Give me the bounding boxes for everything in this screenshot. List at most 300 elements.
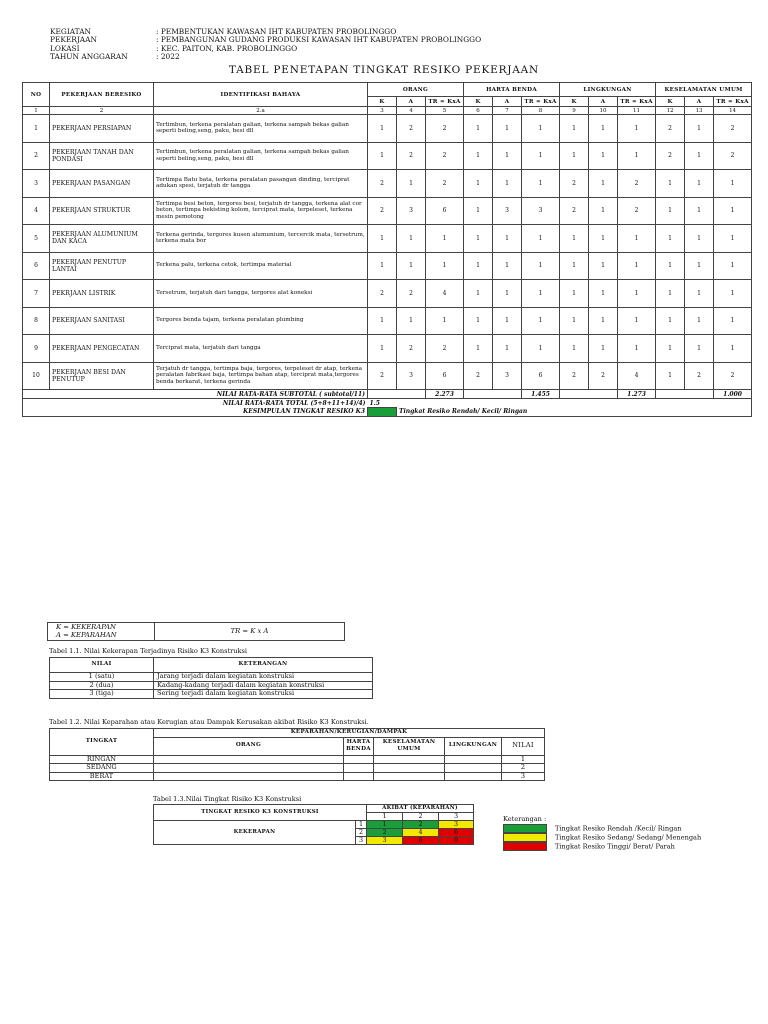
risk-value: 1 xyxy=(493,335,522,363)
risk-value: 2 xyxy=(618,170,656,198)
risk-value: 2 xyxy=(714,115,752,143)
risk-value: 4 xyxy=(426,280,464,308)
risk-value: 2 xyxy=(368,280,397,308)
header-row-tahun xyxy=(50,53,481,61)
t13-risk-cell: 3 xyxy=(439,821,474,829)
t11-header-nilai: NILAI xyxy=(50,658,154,673)
risk-value: 3 xyxy=(493,197,522,225)
header-key: TAHUN ANGGARAN xyxy=(50,52,128,62)
risk-value: 1 xyxy=(560,280,589,308)
risk-value: 3 xyxy=(397,362,426,390)
risk-value: 1 xyxy=(464,142,493,170)
risk-value: 1 xyxy=(368,335,397,363)
risk-value: 1 xyxy=(493,307,522,335)
risk-value: 1 xyxy=(685,307,714,335)
risk-value: 1 xyxy=(368,115,397,143)
t12-tingkat: SEDANG xyxy=(50,764,154,773)
t13-risk-cell: 4 xyxy=(403,829,439,837)
risk-value: 1 xyxy=(560,225,589,253)
table-1-1-caption: Tabel 1.1. Nilai Kekerapan Terjadinya Risiko K3 Konstruksi xyxy=(49,647,248,655)
t13-risk-cell: 1 xyxy=(367,821,403,829)
risk-value: 2 xyxy=(426,142,464,170)
table-1-3 xyxy=(153,804,474,845)
conclusion-color-swatch xyxy=(368,408,397,417)
row-number: 3 xyxy=(23,170,50,198)
hazard-description: Tertimbun, terkena peralatan galian, terkena sampah bekas galian seperti beling,seng, paku, besi dll xyxy=(154,142,368,170)
risk-value: 1 xyxy=(522,225,560,253)
risk-value: 1 xyxy=(714,197,752,225)
risk-value: 1 xyxy=(464,170,493,198)
t13-risk-cell: 2 xyxy=(367,829,403,837)
t12-empty-cell xyxy=(154,772,344,781)
work-item: PEKERJAAN PENGECATAN xyxy=(50,335,154,363)
t12-group-header: KEPARAHAN/KERUGIAN/DAMPAK xyxy=(154,729,545,738)
hazard-description: Tertimpa Batu bata, terkena peralatan pasangan dinding, terciprat adukan spesi, terjatuh dr tangga xyxy=(154,170,368,198)
risk-value: 2 xyxy=(656,115,685,143)
t11-keterangan: Sering terjadi dalam kegiatan konstruksi xyxy=(154,690,373,699)
table-row xyxy=(23,142,752,170)
table-row xyxy=(23,225,752,253)
t13-risk-cell: 2 xyxy=(403,821,439,829)
risk-value: 1 xyxy=(656,197,685,225)
page-title: TABEL PENETAPAN TINGKAT RESIKO PEKERJAAN xyxy=(228,64,540,76)
risk-value: 2 xyxy=(618,197,656,225)
risk-value: 1 xyxy=(560,115,589,143)
risk-value: 1 xyxy=(464,280,493,308)
risk-value: 2 xyxy=(560,197,589,225)
risk-value: 1 xyxy=(522,280,560,308)
header-work: PEKERJAAN BERESIKO xyxy=(50,83,154,107)
row-number: 1 xyxy=(23,115,50,143)
risk-value: 2 xyxy=(368,170,397,198)
risk-value: 1 xyxy=(618,335,656,363)
risk-value: 1 xyxy=(656,170,685,198)
risk-value: 1 xyxy=(714,280,752,308)
header-value: : KEC. PAITON, KAB. PROBOLINGGO xyxy=(156,43,298,53)
risk-value: 1 xyxy=(368,307,397,335)
header-value: : PEMBENTUKAN KAWASAN IHT KABUPATEN PROBOLINGGO xyxy=(156,27,397,36)
risk-value: 1 xyxy=(522,307,560,335)
header-harta: HARTA BENDA xyxy=(464,83,560,97)
risk-value: 3 xyxy=(522,197,560,225)
risk-value: 2 xyxy=(426,335,464,363)
work-item: PEKRJAAN LISTRIK xyxy=(50,280,154,308)
t12-header-nilai: NILAI xyxy=(502,737,545,755)
risk-value: 2 xyxy=(464,362,493,390)
risk-value: 2 xyxy=(714,362,752,390)
risk-value: 1 xyxy=(522,335,560,363)
risk-value: 2 xyxy=(656,142,685,170)
legend-label: Tingkat Resiko Tinggi/ Berat/ Parah xyxy=(555,842,675,851)
risk-value: 1 xyxy=(714,307,752,335)
t12-empty-cell xyxy=(154,764,344,773)
risk-value: 1 xyxy=(589,307,618,335)
header-lingkungan: LINGKUNGAN xyxy=(560,83,656,97)
t13-risk-cell: 3 xyxy=(367,837,403,845)
table-1-2 xyxy=(49,728,545,781)
column-number: 2 xyxy=(50,107,154,115)
risk-value: 2 xyxy=(714,142,752,170)
work-item: PEKERJAAN TANAH DAN PONDASI xyxy=(50,142,154,170)
risk-value: 1 xyxy=(618,280,656,308)
document-header-info xyxy=(50,28,481,62)
subtotal-blank xyxy=(464,390,522,399)
t12-empty-cell xyxy=(445,772,502,781)
risk-value: 4 xyxy=(618,362,656,390)
legend-label: Tingkat Resiko Sedang/ Sedang/ Menengah xyxy=(555,833,702,842)
risk-value: 1 xyxy=(426,307,464,335)
table-row xyxy=(23,252,752,280)
t12-empty-cell xyxy=(344,764,374,773)
risk-value: 1 xyxy=(685,170,714,198)
risk-value: 1 xyxy=(522,115,560,143)
risk-value: 2 xyxy=(397,280,426,308)
t12-nilai: 2 xyxy=(502,764,545,773)
work-item: PEKERJAAN PASANGAN xyxy=(50,170,154,198)
column-number: 2.a xyxy=(154,107,368,115)
t13-risk-cell: 9 xyxy=(439,837,474,845)
table-row xyxy=(23,362,752,390)
legend-swatch xyxy=(503,824,547,833)
header-key: KEGIATAN xyxy=(50,27,92,36)
hazard-description: Tertimpa besi beton, tergores besi, terjatuh dr tangga, terkena alat cor beton, tertimpa bekisting kolom, terciprat mata, terpeleset, terkena mesin pemotong xyxy=(154,197,368,225)
risk-value: 1 xyxy=(714,170,752,198)
row-number: 4 xyxy=(23,197,50,225)
header-keselamatan: KESELAMATAN UMUM xyxy=(656,83,752,97)
hazard-description: Terkena palu, terkena cetok, tertimpa material xyxy=(154,252,368,280)
hazard-description: Terkena gerinda, tergores kusen alumunium, tercercik mata, tersetrum, terkena mata bor xyxy=(154,225,368,253)
column-number: 12 xyxy=(656,107,685,115)
risk-value: 1 xyxy=(656,362,685,390)
t11-nilai: 1 (satu) xyxy=(50,673,154,682)
t12-nilai: 1 xyxy=(502,755,545,764)
t13-col-value: 3 xyxy=(439,813,474,821)
hazard-description: Tersetrum, terjatuh dari tangga, tergores alat koneksi xyxy=(154,280,368,308)
column-number: 14 xyxy=(714,107,752,115)
table-row xyxy=(50,690,373,699)
hazard-description: Tergores benda tajam, terkena peralatan plumbing xyxy=(154,307,368,335)
header-key: LOKASI xyxy=(50,43,80,53)
risk-value: 1 xyxy=(714,225,752,253)
t12-empty-cell xyxy=(344,755,374,764)
risk-value: 1 xyxy=(685,225,714,253)
risk-value: 1 xyxy=(397,225,426,253)
t12-nilai: 3 xyxy=(502,772,545,781)
row-number: 8 xyxy=(23,307,50,335)
row-number: 6 xyxy=(23,252,50,280)
risk-value: 1 xyxy=(464,252,493,280)
legend-swatch xyxy=(503,833,547,842)
conclusion-row xyxy=(23,408,752,417)
risk-value: 1 xyxy=(464,335,493,363)
legend-item xyxy=(503,824,701,833)
risk-value: 2 xyxy=(368,197,397,225)
t13-risk-cell: 6 xyxy=(403,837,439,845)
risk-value: 1 xyxy=(560,307,589,335)
t12-header-keselamatan: KESELAMATAN UMUM xyxy=(374,737,445,755)
column-number: 3 xyxy=(368,107,397,115)
work-item: PEKERJAAN SANITASI xyxy=(50,307,154,335)
risk-value: 1 xyxy=(589,280,618,308)
t13-col-value: 2 xyxy=(403,813,439,821)
t13-col-value: 1 xyxy=(367,813,403,821)
t13-row-label: KEKERAPAN xyxy=(154,821,356,845)
total-row xyxy=(23,399,752,408)
risk-value: 1 xyxy=(714,252,752,280)
risk-value: 1 xyxy=(618,252,656,280)
risk-value: 1 xyxy=(368,225,397,253)
table-1-2-caption: Tabel 1.2. Nilai Keparahan atau Kerugian atau Dampak Kerusakan akibat Risiko K3 Konstruksi. xyxy=(49,718,369,726)
legend-title: Keterangan : xyxy=(503,815,547,823)
row-number: 9 xyxy=(23,335,50,363)
risk-table xyxy=(22,82,752,417)
risk-value: 1 xyxy=(656,225,685,253)
subheader-tr: TR = KxA xyxy=(618,97,656,107)
t12-empty-cell xyxy=(154,755,344,764)
risk-value: 1 xyxy=(397,252,426,280)
table-row xyxy=(23,170,752,198)
risk-value: 3 xyxy=(493,362,522,390)
risk-value: 2 xyxy=(397,142,426,170)
t13-risk-cell: 6 xyxy=(439,829,474,837)
risk-value: 2 xyxy=(426,170,464,198)
t12-header-orang: ORANG xyxy=(154,737,344,755)
risk-value: 1 xyxy=(522,142,560,170)
subheader-a: A xyxy=(397,97,426,107)
risk-value: 1 xyxy=(464,307,493,335)
t12-tingkat: BERAT xyxy=(50,772,154,781)
table-row xyxy=(50,755,545,764)
t11-nilai: 2 (dua) xyxy=(50,681,154,690)
legend-swatch xyxy=(503,842,547,851)
row-number: 10 xyxy=(23,362,50,390)
t12-empty-cell xyxy=(374,772,445,781)
row-number: 5 xyxy=(23,225,50,253)
risk-value: 1 xyxy=(685,280,714,308)
header-value: : PEMBANGUNAN GUDANG PRODUKSI KAWASAN IHT KABUPATEN PROBOLINGGO xyxy=(156,35,482,45)
t13-row-value: 3 xyxy=(356,837,367,845)
table-row xyxy=(23,115,752,143)
header-key: PEKERJAAN xyxy=(50,35,97,45)
subtotal-row xyxy=(23,390,752,399)
t12-empty-cell xyxy=(344,772,374,781)
t12-header-tingkat: TINGKAT xyxy=(50,729,154,756)
risk-value: 2 xyxy=(426,115,464,143)
a-definition: A = KEPARAHAN xyxy=(56,631,117,639)
subtotal-blank xyxy=(656,390,714,399)
risk-value: 1 xyxy=(464,197,493,225)
risk-value: 1 xyxy=(426,225,464,253)
header-value: : 2022 xyxy=(156,52,180,62)
risk-value: 2 xyxy=(560,362,589,390)
hazard-description: Terjatuh dr tangga, tertimpa baja, tergores, terpeleset dr atap, terkena peralatan fabrikasi baja, tertimpa bahan atap, terciprat mata,tergores benda berkarat, terkena gerinda xyxy=(154,362,368,390)
risk-value: 1 xyxy=(589,115,618,143)
t13-row-header: TINGKAT RESIKO K3 KONSTRUKSI xyxy=(154,805,367,821)
risk-value: 1 xyxy=(368,252,397,280)
risk-value: 1 xyxy=(522,252,560,280)
column-number: 7 xyxy=(493,107,522,115)
total-label: NILAI RATA-RATA TOTAL (5+8+11+14)/4) xyxy=(23,399,368,408)
risk-value: 1 xyxy=(685,197,714,225)
risk-value: 6 xyxy=(426,197,464,225)
t13-row-value: 2 xyxy=(356,829,367,837)
formula-text: TR = K x A xyxy=(230,627,269,635)
column-number: 9 xyxy=(560,107,589,115)
table-row xyxy=(23,335,752,363)
table-1-3-caption: Tabel 1.3.Nilai Tingkat Risiko K3 Konstruksi xyxy=(153,795,302,803)
t11-nilai: 3 (tiga) xyxy=(50,690,154,699)
risk-value: 1 xyxy=(589,170,618,198)
t12-empty-cell xyxy=(445,764,502,773)
risk-value: 1 xyxy=(493,170,522,198)
subheader-a: A xyxy=(685,97,714,107)
risk-value: 1 xyxy=(656,252,685,280)
t12-empty-cell xyxy=(374,764,445,773)
subtotal-harta: 1.455 xyxy=(522,390,560,399)
table-row xyxy=(23,307,752,335)
table-row xyxy=(50,764,545,773)
risk-value: 2 xyxy=(368,362,397,390)
subheader-k: K xyxy=(560,97,589,107)
legend-item xyxy=(503,833,701,842)
risk-value: 1 xyxy=(560,252,589,280)
table-row xyxy=(50,772,545,781)
formula-box xyxy=(47,622,345,641)
risk-value: 1 xyxy=(522,170,560,198)
risk-value: 1 xyxy=(426,252,464,280)
legend-item xyxy=(503,842,701,851)
risk-value: 1 xyxy=(397,170,426,198)
column-number: 6 xyxy=(464,107,493,115)
t12-empty-cell xyxy=(374,755,445,764)
risk-value: 1 xyxy=(493,225,522,253)
subtotal-blank xyxy=(368,390,426,399)
row-number: 7 xyxy=(23,280,50,308)
column-number: 11 xyxy=(618,107,656,115)
header-no: NO xyxy=(23,83,50,107)
t12-tingkat: RINGAN xyxy=(50,755,154,764)
legend-label: Tingkat Resiko Rendah /Kecil/ Ringan xyxy=(555,824,682,833)
subheader-a: A xyxy=(493,97,522,107)
risk-value: 1 xyxy=(656,335,685,363)
risk-value: 1 xyxy=(493,115,522,143)
t11-header-keterangan: KETERANGAN xyxy=(154,658,373,673)
subheader-tr: TR = KxA xyxy=(522,97,560,107)
risk-value: 1 xyxy=(618,225,656,253)
subtotal-keselamatan: 1.000 xyxy=(714,390,752,399)
risk-value: 1 xyxy=(589,142,618,170)
total-blank xyxy=(397,399,752,408)
risk-value: 1 xyxy=(589,335,618,363)
risk-value: 1 xyxy=(464,115,493,143)
risk-value: 1 xyxy=(493,142,522,170)
work-item: PEKERJAAN PENUTUP LANTAI xyxy=(50,252,154,280)
risk-value: 1 xyxy=(368,142,397,170)
conclusion-value: Tingkat Resiko Rendah/ Kecil/ Ringan xyxy=(397,408,752,417)
risk-value: 1 xyxy=(714,335,752,363)
subtotal-label: NILAI RATA-RATA SUBTOTAL ( subtotal/11) xyxy=(23,390,368,399)
t13-col-header: AKIBAT (KEPARAHAN) xyxy=(367,805,474,813)
column-number-row xyxy=(23,107,752,115)
work-item: PEKERJAAN PERSIAPAN xyxy=(50,115,154,143)
column-number: 1 xyxy=(23,107,50,115)
subheader-k: K xyxy=(464,97,493,107)
column-number: 4 xyxy=(397,107,426,115)
subtotal-blank xyxy=(560,390,618,399)
table-row xyxy=(50,673,373,682)
table-row xyxy=(23,280,752,308)
k-definition: K = KEKERAPAN xyxy=(56,623,117,631)
column-number: 5 xyxy=(426,107,464,115)
hazard-description: Tertimbun, terkena peralatan galian, terkena sampah bekas galian seperti beling,seng, paku, besi dll xyxy=(154,115,368,143)
risk-value: 1 xyxy=(685,142,714,170)
risk-value: 1 xyxy=(464,225,493,253)
subheader-a: A xyxy=(589,97,618,107)
risk-value: 1 xyxy=(560,335,589,363)
risk-value: 2 xyxy=(589,362,618,390)
risk-value: 1 xyxy=(685,335,714,363)
risk-value: 1 xyxy=(589,225,618,253)
t11-keterangan: Kadang-kadang terjadi dalam kegiatan konstruksi xyxy=(154,681,373,690)
risk-value: 1 xyxy=(493,252,522,280)
column-number: 13 xyxy=(685,107,714,115)
risk-value: 1 xyxy=(397,307,426,335)
risk-value: 1 xyxy=(656,280,685,308)
column-number: 10 xyxy=(589,107,618,115)
risk-value: 1 xyxy=(560,142,589,170)
total-value: 1.5 xyxy=(369,399,380,407)
risk-value: 1 xyxy=(656,307,685,335)
risk-value: 1 xyxy=(685,252,714,280)
risk-value: 2 xyxy=(397,115,426,143)
t12-header-harta: HARTA BENDA xyxy=(344,737,374,755)
header-hazard: IDENTIFIKASI BAHAYA xyxy=(154,83,368,107)
table-row xyxy=(154,821,474,829)
risk-value: 1 xyxy=(618,142,656,170)
risk-legend xyxy=(503,815,702,851)
conclusion-label: KESIMPULAN TINGKAT RESIKO K3 xyxy=(23,408,368,417)
subtotal-lingkungan: 1.273 xyxy=(618,390,656,399)
risk-value: 2 xyxy=(397,335,426,363)
risk-value: 1 xyxy=(685,115,714,143)
column-number: 8 xyxy=(522,107,560,115)
subheader-k: K xyxy=(656,97,685,107)
subheader-tr: TR = KxA xyxy=(714,97,752,107)
t13-row-value: 1 xyxy=(356,821,367,829)
row-number: 2 xyxy=(23,142,50,170)
subtotal-orang: 2.273 xyxy=(426,390,464,399)
work-item: PEKERJAAN BESI DAN PENUTUP xyxy=(50,362,154,390)
risk-value: 3 xyxy=(397,197,426,225)
risk-value: 1 xyxy=(589,197,618,225)
risk-value: 2 xyxy=(685,362,714,390)
risk-value: 1 xyxy=(618,307,656,335)
risk-value: 1 xyxy=(589,252,618,280)
risk-value: 2 xyxy=(560,170,589,198)
hazard-description: Terciprat mata, terjatuh dari tangga xyxy=(154,335,368,363)
t11-keterangan: Jarang terjadi dalam kegiatan konstruksi xyxy=(154,673,373,682)
risk-value: 1 xyxy=(618,115,656,143)
subheader-k: K xyxy=(368,97,397,107)
work-item: PEKERJAAN ALUMUNIUM DAN KACA xyxy=(50,225,154,253)
subheader-tr: TR = KxA xyxy=(426,97,464,107)
header-orang: ORANG xyxy=(368,83,464,97)
risk-value: 6 xyxy=(522,362,560,390)
t12-empty-cell xyxy=(445,755,502,764)
risk-value: 1 xyxy=(493,280,522,308)
t12-header-lingkungan: LINGKUNGAN xyxy=(445,737,502,755)
risk-value: 6 xyxy=(426,362,464,390)
